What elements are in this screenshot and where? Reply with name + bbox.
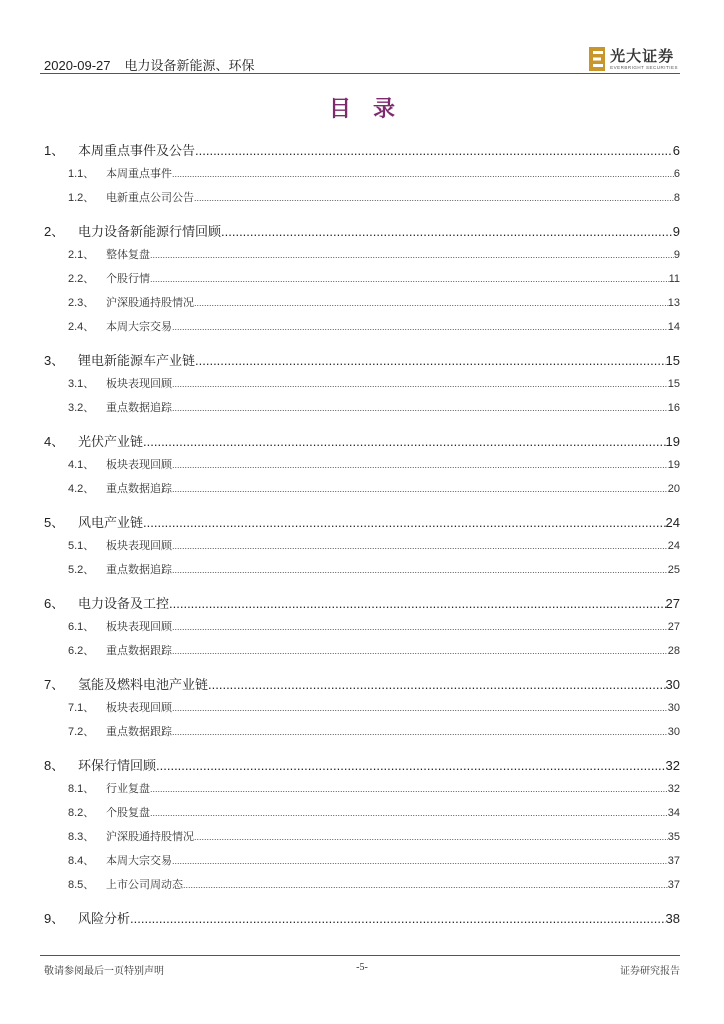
toc-entry-number: 7.2、 <box>68 726 95 738</box>
logo-mark-icon <box>589 47 605 71</box>
footer-disclaimer: 敬请参阅最后一页特别声明 <box>44 966 164 977</box>
toc-entry-number: 2.2、 <box>68 273 95 285</box>
toc-entry-title: 板块表现回顾 <box>106 378 172 390</box>
toc-entry-title: 板块表现回顾 <box>106 621 172 633</box>
toc-entry-page: 30 <box>665 677 680 692</box>
toc-section-entry[interactable] <box>44 908 680 927</box>
toc-dot-leader <box>194 193 674 203</box>
toc-dot-leader <box>195 143 673 158</box>
toc-subsection-entry[interactable] <box>44 537 680 553</box>
toc-entry-page: 8 <box>673 192 680 204</box>
toc-entry-page: 34 <box>667 807 680 819</box>
toc-entry-title: 氢能及燃料电池产业链 <box>78 677 209 692</box>
toc-dot-leader <box>172 646 668 656</box>
toc-entry-page: 9 <box>672 224 680 239</box>
toc-entry-number: 6.2、 <box>68 645 95 657</box>
toc-entry-title: 本周重点事件及公告 <box>78 143 196 158</box>
toc-entry-page: 37 <box>667 855 680 867</box>
toc-subsection-entry[interactable] <box>44 852 680 868</box>
toc-section-entry[interactable] <box>44 221 680 240</box>
toc-subsection-entry[interactable] <box>44 618 680 634</box>
toc-entry-number: 2.3、 <box>68 297 95 309</box>
toc-entry-title: 板块表现回顾 <box>106 459 172 471</box>
toc-subsection-entry[interactable] <box>44 165 680 181</box>
toc-entry-page: 32 <box>665 758 680 773</box>
toc-dot-leader <box>195 353 666 368</box>
toc-subsection-entry[interactable] <box>44 375 680 391</box>
toc-entry-number: 6.1、 <box>68 621 95 633</box>
toc-entry-number: 5、 <box>44 515 65 530</box>
footer-divider <box>40 955 680 956</box>
report-date: 2020-09-27 <box>44 58 111 73</box>
toc-entry-page: 11 <box>668 273 680 285</box>
toc-entry-page: 25 <box>667 564 680 576</box>
toc-section-entry[interactable] <box>44 350 680 369</box>
toc-entry-title: 重点数据追踪 <box>106 564 172 576</box>
toc-entry-title: 本周大宗交易 <box>106 321 172 333</box>
toc-section-entry[interactable] <box>44 674 680 693</box>
toc-entry-page: 24 <box>667 540 680 552</box>
toc-subsection-entry[interactable] <box>44 399 680 415</box>
toc-entry-number: 1.2、 <box>68 192 95 204</box>
toc-dot-leader <box>172 565 668 575</box>
toc-section-entry[interactable] <box>44 140 680 159</box>
toc-dot-leader <box>172 403 668 413</box>
toc-entry-title: 电力设备新能源行情回顾 <box>78 224 222 239</box>
logo-chinese-name: 光大证券 <box>610 46 675 65</box>
toc-entry-title: 锂电新能源车产业链 <box>78 353 196 368</box>
toc-dot-leader <box>143 434 666 449</box>
toc-entry-number: 8.1、 <box>68 783 95 795</box>
toc-entry-page: 35 <box>667 831 680 843</box>
company-logo <box>589 45 678 73</box>
toc-subsection-entry[interactable] <box>44 456 680 472</box>
toc-dot-leader <box>150 274 669 284</box>
toc-dot-leader <box>172 541 668 551</box>
toc-dot-leader <box>150 250 674 260</box>
toc-entry-page: 24 <box>665 515 680 530</box>
toc-dot-leader <box>194 832 668 842</box>
toc-entry-page: 15 <box>667 378 680 390</box>
page-number: -5- <box>356 962 368 973</box>
toc-entry-number: 8.3、 <box>68 831 95 843</box>
logo-english-name: EVERBRIGHT SECURITIES <box>610 64 678 70</box>
toc-title: 目录 <box>328 96 417 122</box>
toc-entry-number: 7、 <box>44 677 65 692</box>
toc-subsection-entry[interactable] <box>44 294 680 310</box>
toc-entry-page: 32 <box>667 783 680 795</box>
toc-entry-page: 28 <box>667 645 680 657</box>
toc-dot-leader <box>150 784 668 794</box>
header-text <box>44 55 255 74</box>
toc-entry-number: 3.1、 <box>68 378 95 390</box>
toc-entry-number: 1.1、 <box>68 168 95 180</box>
toc-entry-page: 13 <box>667 297 680 309</box>
toc-subsection-entry[interactable] <box>44 642 680 658</box>
toc-subsection-entry[interactable] <box>44 804 680 820</box>
toc-entry-page: 20 <box>667 483 680 495</box>
toc-entry-page: 19 <box>665 434 680 449</box>
toc-dot-leader <box>172 856 668 866</box>
toc-section-entry[interactable] <box>44 593 680 612</box>
toc-dot-leader <box>172 484 668 494</box>
toc-entry-page: 19 <box>667 459 680 471</box>
toc-subsection-entry[interactable] <box>44 780 680 796</box>
toc-entry-number: 8.5、 <box>68 879 95 891</box>
toc-subsection-entry[interactable] <box>44 828 680 844</box>
toc-entry-page: 16 <box>667 402 680 414</box>
toc-subsection-entry[interactable] <box>44 699 680 715</box>
toc-entry-number: 8、 <box>44 758 65 773</box>
toc-entry-page: 14 <box>667 321 680 333</box>
toc-entry-page: 6 <box>673 168 680 180</box>
toc-entry-number: 4.1、 <box>68 459 95 471</box>
toc-entry-title: 行业复盘 <box>106 783 150 795</box>
toc-entry-number: 5.1、 <box>68 540 95 552</box>
toc-entry-title: 重点数据跟踪 <box>106 645 172 657</box>
toc-dot-leader <box>183 880 668 890</box>
toc-entry-title: 电力设备及工控 <box>78 596 170 611</box>
toc-entry-number: 5.2、 <box>68 564 95 576</box>
toc-entry-number: 2、 <box>44 224 65 239</box>
toc-dot-leader <box>172 727 668 737</box>
toc-entry-title: 上市公司周动态 <box>106 879 183 891</box>
toc-entry-title: 风电产业链 <box>78 515 144 530</box>
toc-entry-title: 重点数据跟踪 <box>106 726 172 738</box>
toc-entry-title: 环保行情回顾 <box>78 758 157 773</box>
toc-dot-leader <box>143 515 666 530</box>
toc-entry-number: 1、 <box>44 143 65 158</box>
toc-dot-leader <box>194 298 668 308</box>
toc-entry-page: 9 <box>673 249 680 261</box>
toc-entry-title: 板块表现回顾 <box>106 702 172 714</box>
toc-dot-leader <box>172 169 674 179</box>
toc-dot-leader <box>172 622 668 632</box>
toc-dot-leader <box>208 677 666 692</box>
toc-entry-number: 9、 <box>44 911 65 926</box>
toc-entry-title: 个股行情 <box>106 273 150 285</box>
toc-entry-page: 27 <box>665 596 680 611</box>
toc-entry-title: 风险分析 <box>78 911 131 926</box>
toc-entry-number: 2.1、 <box>68 249 95 261</box>
toc-subsection-entry[interactable] <box>44 561 680 577</box>
toc-entry-page: 15 <box>665 353 680 368</box>
toc-section-entry[interactable] <box>44 755 680 774</box>
toc-section-entry[interactable] <box>44 431 680 450</box>
toc-entry-page: 30 <box>667 702 680 714</box>
toc-entry-number: 4、 <box>44 434 65 449</box>
toc-entry-title: 重点数据追踪 <box>106 402 172 414</box>
toc-entry-number: 3.2、 <box>68 402 95 414</box>
toc-entry-number: 8.2、 <box>68 807 95 819</box>
toc-entry-page: 6 <box>672 143 680 158</box>
toc-subsection-entry[interactable] <box>44 270 680 286</box>
toc-dot-leader <box>221 224 673 239</box>
toc-dot-leader <box>172 322 668 332</box>
toc-entry-number: 2.4、 <box>68 321 95 333</box>
toc-dot-leader <box>169 596 666 611</box>
toc-entry-title: 沪深股通持股情况 <box>106 297 194 309</box>
toc-entry-number: 8.4、 <box>68 855 95 867</box>
toc-entry-number: 4.2、 <box>68 483 95 495</box>
toc-entry-title: 个股复盘 <box>106 807 150 819</box>
toc-subsection-entry[interactable] <box>44 318 680 334</box>
toc-section-entry[interactable] <box>44 512 680 531</box>
toc-subsection-entry[interactable] <box>44 246 680 262</box>
toc-entry-title: 整体复盘 <box>106 249 150 261</box>
toc-entry-page: 27 <box>667 621 680 633</box>
toc-entry-number: 7.1、 <box>68 702 95 714</box>
toc-entry-title: 本周大宗交易 <box>106 855 172 867</box>
toc-dot-leader <box>172 379 668 389</box>
toc-entry-title: 电新重点公司公告 <box>106 192 194 204</box>
toc-dot-leader <box>172 703 668 713</box>
toc-entry-title: 沪深股通持股情况 <box>106 831 194 843</box>
toc-entry-page: 30 <box>667 726 680 738</box>
toc-entry-title: 板块表现回顾 <box>106 540 172 552</box>
toc-dot-leader <box>130 911 666 926</box>
toc-dot-leader <box>156 758 666 773</box>
header-divider <box>40 73 680 74</box>
toc-subsection-entry[interactable] <box>44 723 680 739</box>
toc-subsection-entry[interactable] <box>44 480 680 496</box>
toc-dot-leader <box>172 460 668 470</box>
toc-subsection-entry[interactable] <box>44 876 680 892</box>
toc-entry-page: 37 <box>667 879 680 891</box>
toc-entry-number: 6、 <box>44 596 65 611</box>
report-sector: 电力设备新能源、环保 <box>124 58 255 73</box>
toc-subsection-entry[interactable] <box>44 189 680 205</box>
toc-entry-number: 3、 <box>44 353 65 368</box>
toc-dot-leader <box>150 808 668 818</box>
toc-entry-title: 光伏产业链 <box>78 434 144 449</box>
toc-entry-title: 本周重点事件 <box>106 168 172 180</box>
toc-entry-page: 38 <box>665 911 680 926</box>
toc-entry-title: 重点数据追踪 <box>106 483 172 495</box>
footer-report-type: 证券研究报告 <box>620 966 680 977</box>
